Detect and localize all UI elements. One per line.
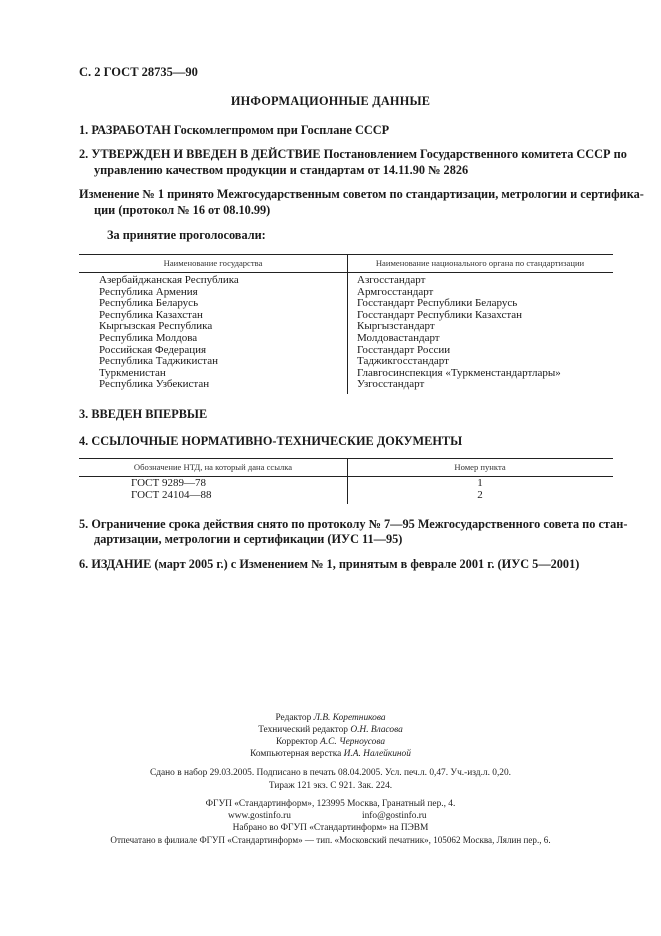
states-row-2-state: Республика Армения: [99, 285, 198, 298]
print-info-line-2: Тираж 121 экз. С 921. Зак. 224.: [268, 781, 393, 791]
refs-row-2-document: ГОСТ 24104—88: [131, 488, 212, 501]
section-3: [79, 406, 207, 422]
refs-header-col-1: Обозначение НТД, на который дана ссылка: [133, 462, 293, 472]
section-1-number: 1.: [79, 123, 89, 137]
refs-header-col-2: Номер пункта: [454, 462, 506, 472]
states-row-6-agency: Молдовастандарт: [357, 332, 440, 344]
section-2-head: УТВЕРЖДЕН И ВВЕДЕН В ДЕЙСТВИЕ: [91, 147, 321, 161]
states-row-3-agency: Госстандарт Республики Беларусь: [357, 297, 518, 310]
credit-line-1: [0, 712, 661, 724]
states-header-col-2: Наименование национального органа по стандартизации: [375, 258, 585, 268]
states-row-9-agency: Главгосинспекция «Туркменстандартлары»: [357, 366, 561, 379]
states-header-col-1: Наименование государства: [163, 258, 263, 268]
credit-line-2: [0, 724, 661, 736]
states-table-divider: [347, 254, 348, 394]
states-table: [79, 254, 613, 394]
credit-name: О.Н. Власова: [350, 725, 403, 735]
section-5-number: 5.: [79, 517, 89, 531]
section-2-number: 2.: [79, 147, 89, 161]
section-4-text: ССЫЛОЧНЫЕ НОРМАТИВНО-ТЕХНИЧЕСКИЕ ДОКУМЕНТЫ: [91, 434, 463, 448]
section-4-number: 4.: [79, 434, 89, 448]
credit-role: Редактор: [275, 713, 312, 723]
credit-role: Технический редактор: [258, 725, 348, 735]
section-4: [79, 433, 462, 449]
publisher-site: www.gostinfo.ru: [228, 811, 291, 821]
print-info-line-1: Сдано в набор 29.03.2005. Подписано в печать 08.04.2005. Усл. печ.л. 0,47. Уч.-изд.л. 0,20.: [149, 768, 512, 778]
states-row-1-state: Азербайджанская Республика: [99, 274, 239, 286]
section-2-line-2: управлению качеством продукции и стандартам от 14.11.90 № 2826: [94, 163, 469, 177]
section-2-line-1: [79, 146, 627, 162]
page-header: С. 2 ГОСТ 28735—90: [79, 65, 198, 79]
credit-line-3: [0, 736, 661, 748]
voted-label: За принятие проголосовали:: [107, 228, 266, 242]
section-2-rest: Постановлением Государственного комитета СССР по: [323, 147, 627, 161]
section-1-text: РАЗРАБОТАН Госкомлегпромом при Госплане СССР: [91, 123, 390, 137]
refs-table-header: [79, 458, 613, 477]
credit-role: Корректор: [275, 737, 318, 747]
credit-role: Компьютерная верстка: [250, 749, 342, 759]
states-row-8-state: Республика Таджикистан: [99, 355, 218, 368]
amendment-line-2: ции (протокол № 16 от 08.10.99): [94, 203, 271, 217]
states-row-4-state: Республика Казахстан: [99, 308, 203, 321]
refs-row-1-document: ГОСТ 9289—78: [131, 477, 206, 489]
states-row-9-state: Туркменистан: [99, 366, 166, 379]
states-row-5-agency: Кыргызстандарт: [357, 320, 435, 333]
amendment-line-1: Изменение № 1 принято Межгосударственным советом по стандартизации, метрологии и сертифика-: [79, 187, 644, 201]
refs-row-2-clause: 2: [477, 488, 483, 501]
states-row-8-agency: Таджикгосстандарт: [357, 355, 449, 368]
states-row-3-state: Республика Беларусь: [99, 297, 199, 310]
states-row-7-agency: Госстандарт России: [357, 343, 451, 356]
refs-row-1-clause: 1: [477, 477, 483, 489]
section-5-text: Ограничение срока действия снято по протоколу № 7—95 Межгосударственного совета по стан-: [91, 517, 628, 531]
states-row-6-state: Республика Молдова: [99, 332, 198, 344]
credit-name: А.С. Черноусова: [320, 737, 386, 747]
section-6: [79, 556, 579, 572]
publisher-email: info@gostinfo.ru: [362, 811, 427, 821]
section-1: [79, 122, 389, 138]
states-row-2-agency: Армгосстандарт: [357, 285, 434, 298]
states-row-4-agency: Госстандарт Республики Казахстан: [357, 308, 523, 321]
section-6-text: ИЗДАНИЕ (март 2005 г.) с Изменением № 1, принятым в феврале 2001 г. (ИУС 5—2001): [91, 557, 580, 571]
section-5-line-2: дартизации, метрологии и сертификации (ИУС 11—95): [94, 532, 403, 546]
credit-name: Л.В. Коретникова: [313, 713, 386, 723]
section-6-number: 6.: [79, 557, 89, 571]
states-table-header: [79, 254, 613, 273]
refs-table: [79, 458, 613, 504]
states-row-5-state: Кыргызская Республика: [99, 320, 213, 333]
states-row-1-agency: Азгосстандарт: [357, 274, 426, 286]
section-3-text: ВВЕДЕН ВПЕРВЫЕ: [91, 407, 208, 421]
states-row-7-state: Российская Федерация: [99, 343, 207, 356]
states-row-10-state: Республика Узбекистан: [99, 378, 210, 391]
credit-name: И.А. Налейкиной: [343, 749, 411, 759]
publisher-line-4: Отпечатано в филиале ФГУП «Стандартинформ» — тип. «Московский печатник», 105062 Москва, Лялин пер., 6.: [110, 835, 551, 845]
states-row-10-agency: Узгосстандарт: [357, 378, 425, 391]
document-title: ИНФОРМАЦИОННЫЕ ДАННЫЕ: [230, 94, 431, 108]
publisher-line-1: ФГУП «Стандартинформ», 123995 Москва, Гранатный пер., 4.: [205, 799, 456, 809]
section-5-line-1: [79, 516, 627, 532]
credit-line-4: [0, 748, 661, 760]
publisher-line-3: Набрано во ФГУП «Стандартинформ» на ПЭВМ: [232, 823, 429, 833]
section-3-number: 3.: [79, 407, 89, 421]
